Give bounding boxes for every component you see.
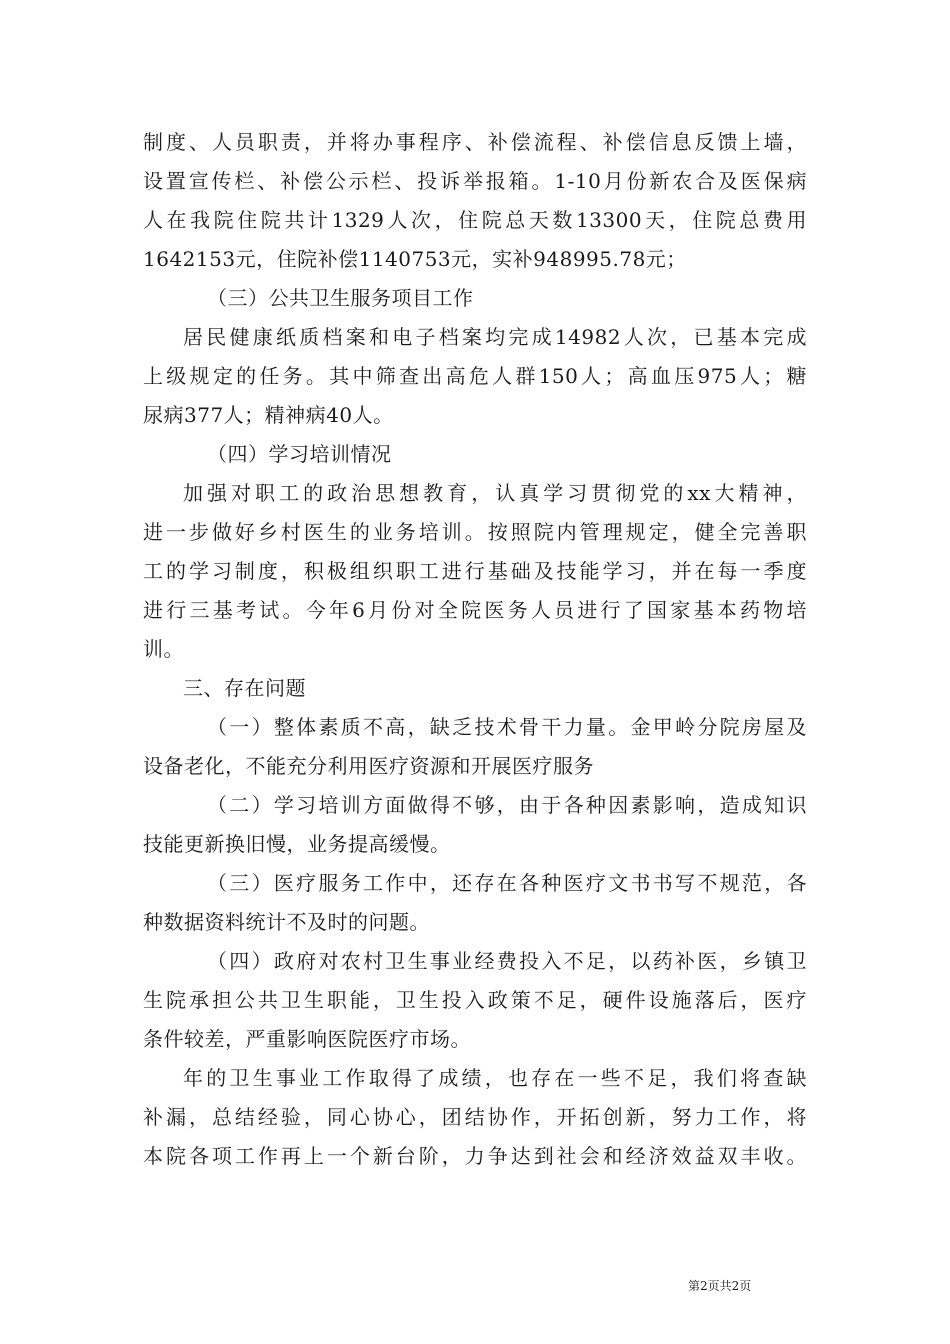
section-heading: （三）公共卫生服务项目工作 <box>207 286 474 310</box>
body-line: （三）医疗服务工作中，还存在各种医疗文书书写不规范，各 <box>207 871 807 895</box>
body-line: （四）政府对农村卫生事业经费投入不足，以药补医，乡镇卫 <box>207 949 807 973</box>
section-heading: （四）学习培训情况 <box>207 442 392 466</box>
body-line: 尿病377人；精神病40人。 <box>143 403 394 427</box>
body-line: 年的卫生事业工作取得了成绩，也存在一些不足，我们将查缺 <box>183 1066 807 1090</box>
body-line: 生院承担公共卫生职能，卫生投入政策不足，硬件设施落后，医疗 <box>143 988 807 1012</box>
body-line: 加强对职工的政治思想教育，认真学习贯彻党的xx大精神， <box>183 481 807 505</box>
body-line: 种数据资料统计不及时的问题。 <box>143 910 430 934</box>
body-line: 上级规定的任务。其中筛查出高危人群150人；高血压975人；糖 <box>143 364 807 388</box>
body-line: 进一步做好乡村医生的业务培训。按照院内管理规定，健全完善职 <box>143 520 807 544</box>
body-line: （一）整体素质不高，缺乏技术骨干力量。金甲岭分院房屋及 <box>207 715 807 739</box>
body-line: 设备老化，不能充分利用医疗资源和开展医疗服务 <box>143 754 594 778</box>
body-line: 本院各项工作再上一个新台阶，力争达到社会和经济效益双丰收。 <box>143 1144 807 1168</box>
body-line: 居民健康纸质档案和电子档案均完成14982人次，已基本完成 <box>183 325 807 349</box>
body-line: 制度、人员职责，并将办事程序、补偿流程、补偿信息反馈上墙， <box>143 130 807 154</box>
section-heading: 三、存在问题 <box>183 676 306 700</box>
page-number: 第2页共2页 <box>688 1279 752 1293</box>
body-line: 补漏，总结经验，同心协心，团结协作，开拓创新，努力工作，将 <box>143 1105 807 1129</box>
body-line: 工的学习制度，积极组织职工进行基础及技能学习，并在每一季度 <box>143 559 807 583</box>
body-line: 训。 <box>143 637 184 661</box>
body-line: 人在我院住院共计1329人次，住院总天数13300天，住院总费用 <box>143 208 807 232</box>
body-line: 进行三基考试。今年6月份对全院医务人员进行了国家基本药物培 <box>143 598 807 622</box>
body-line: 1642153元，住院补偿1140753元，实补948995.78元； <box>143 247 687 271</box>
body-line: 条件较差，严重影响医院医疗市场。 <box>143 1027 471 1051</box>
body-line: （二）学习培训方面做得不够，由于各种因素影响，造成知识 <box>207 793 807 817</box>
document-body <box>143 123 807 1176</box>
body-line: 技能更新换旧慢，业务提高缓慢。 <box>143 832 451 856</box>
body-line: 设置宣传栏、补偿公示栏、投诉举报箱。1-10月份新农合及医保病 <box>143 169 807 193</box>
